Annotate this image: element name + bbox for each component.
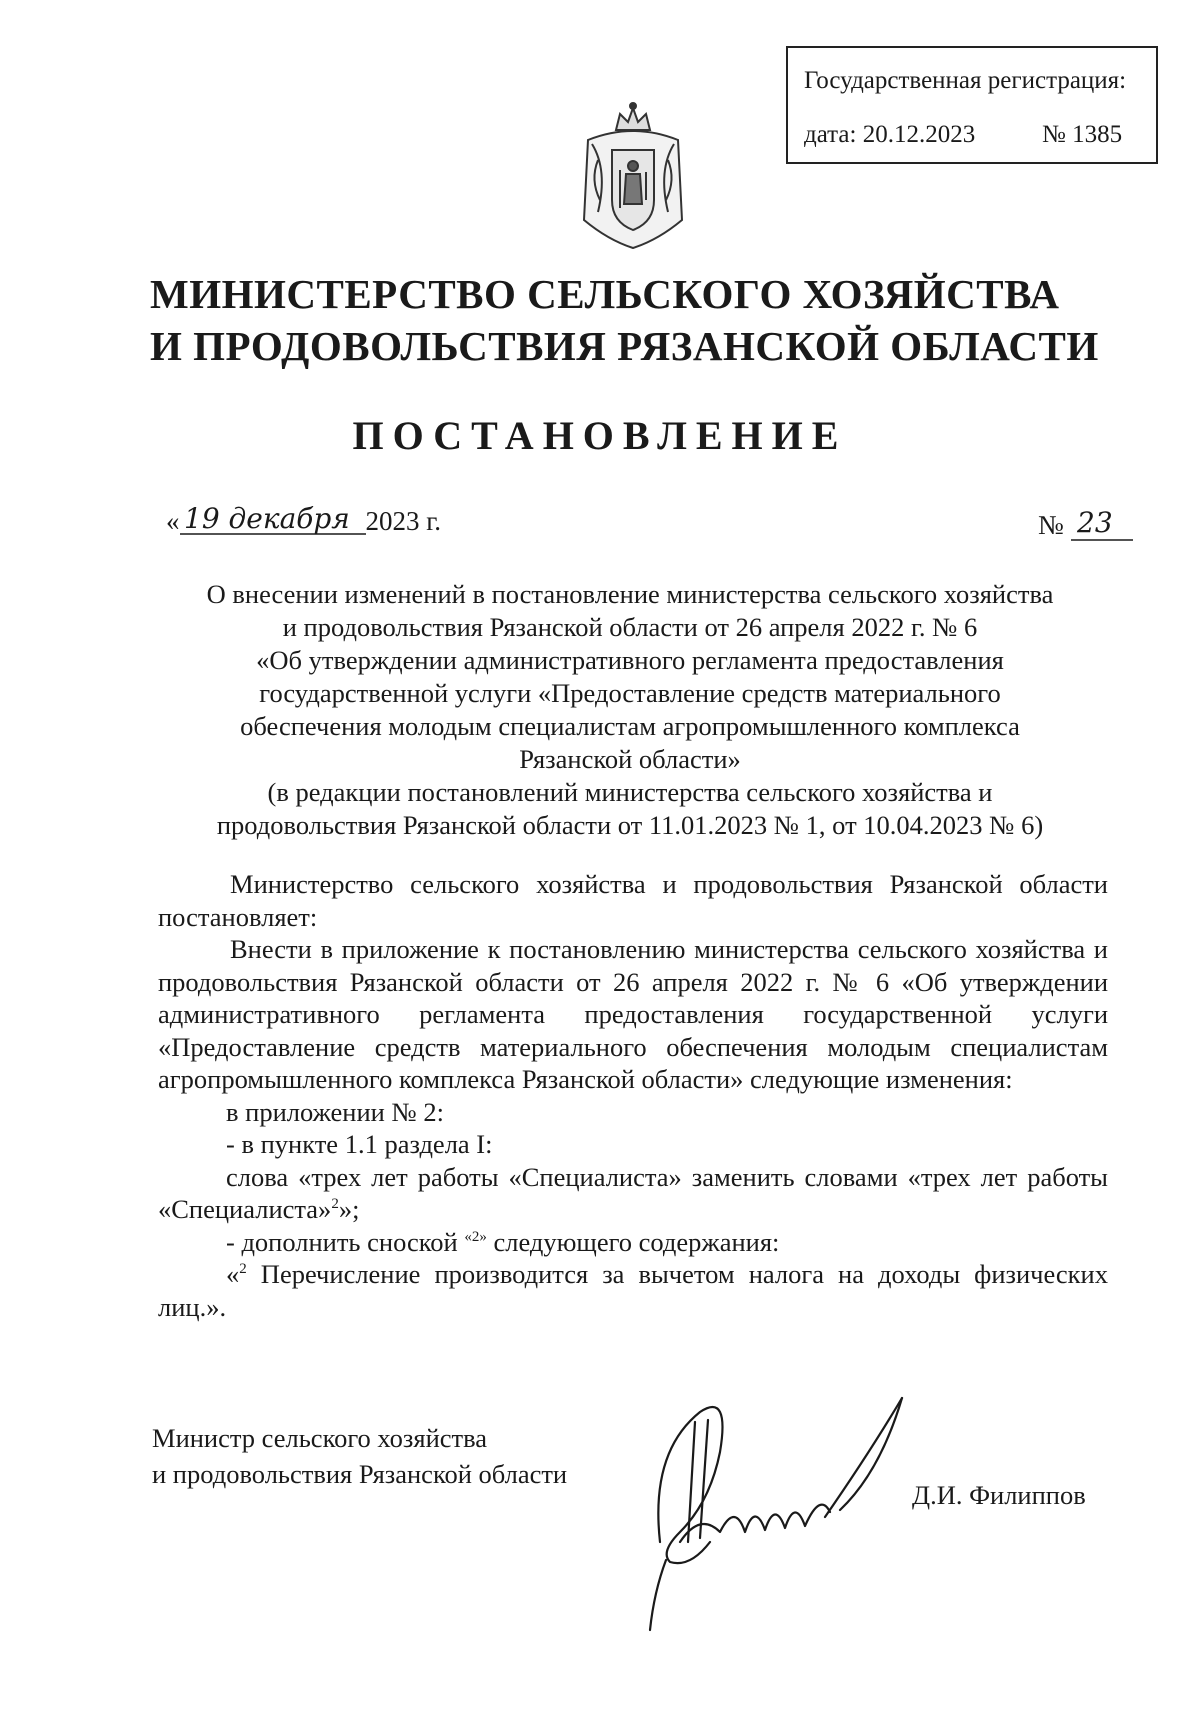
handwritten-date: [180, 500, 366, 540]
footnote-ref: 2: [331, 1196, 339, 1213]
subject-line: продовольствия Рязанской области от 11.01.2023 № 1, от 10.04.2023 № 6): [216, 810, 1044, 840]
document-year: 2023 г.: [365, 506, 442, 536]
document-type-title: ПОСТАНОВЛЕНИЕ: [352, 413, 848, 458]
body-paragraph-appendix: в приложении № 2:: [226, 1096, 444, 1127]
registration-title: Государственная регистрация:: [804, 67, 1127, 94]
footnote-mark: «2»: [464, 1228, 487, 1245]
footnote-number: 2: [239, 1261, 247, 1278]
handwritten-number: [1071, 506, 1133, 546]
signer-position-line-2: и продовольствия Рязанской области: [152, 1459, 568, 1489]
subject-line: Рязанской области»: [519, 744, 741, 774]
subject-line: обеспечения молодым специалистам агропромышленного комплекса: [240, 711, 1020, 741]
subject-line: и продовольствия Рязанской области от 26 апреля 2022 г. № 6: [282, 612, 978, 642]
replacement-end: »;: [338, 1194, 360, 1224]
ministry-name-line-2: И ПРОДОВОЛЬСТВИЯ РЯЗАНСКОЙ ОБЛАСТИ: [150, 323, 1099, 369]
date-open-quote: «: [166, 506, 180, 536]
body-paragraph-footnote-add: [158, 1226, 1108, 1259]
ministry-name-line-1: МИНИСТЕРСТВО СЕЛЬСКОГО ХОЗЯЙСТВА: [150, 271, 1060, 317]
footnote-add-start: - дополнить сноской: [226, 1226, 465, 1257]
replacement-text: слова «трех лет работы «Специалиста» заменить словами «трех лет работы «Специалиста»: [158, 1161, 1108, 1224]
handwritten-signature: [640, 1392, 920, 1642]
subject-line: «Об утверждении административного регламента предоставления: [256, 645, 1004, 675]
document-date: [166, 500, 441, 540]
signer-name: Д.И. Филиппов: [912, 1480, 1086, 1510]
coat-of-arms-icon: [578, 100, 688, 252]
body-paragraph-replacement: [158, 1161, 1108, 1226]
document-body: [158, 868, 1108, 1323]
subject-line: О внесении изменений в постановление министерства сельского хозяйства: [206, 579, 1054, 609]
footnote-add-end: следующего содержания:: [486, 1226, 780, 1257]
body-paragraph-decree: Министерство сельского хозяйства и продовольствия Рязанской области постановляет:: [158, 869, 1108, 932]
registration-date: дата: 20.12.2023: [804, 121, 976, 148]
signer-position: [152, 1420, 567, 1492]
document-subject: [150, 578, 1110, 842]
subject-line: (в редакции постановлений министерства сельского хозяйства и: [267, 777, 993, 807]
ministry-name: [150, 268, 1099, 372]
footnote-open-quote: «: [226, 1259, 240, 1289]
body-paragraph-footnote-text: [158, 1258, 1108, 1323]
handwritten-number-text: 23: [1076, 506, 1113, 539]
body-paragraph-clause: - в пункте 1.1 раздела I:: [226, 1129, 493, 1159]
registration-stamp: [786, 46, 1158, 164]
handwritten-date-text: 19 декабря: [183, 502, 350, 535]
signature-text: Филиппов: [640, 1392, 645, 1393]
registration-number: № 1385: [1042, 121, 1123, 148]
document-number-label: №: [1038, 510, 1064, 540]
body-paragraph-changes: Внести в приложение к постановлению министерства сельского хозяйства и продовольствия Рязанской области от 26 апреля 2022 г. № 6 «Об утверждении административного регламента предоставления государственной услуги «Предоставление средств материального обеспечения молодым специалистам агропромышленного комплекса Рязанской области» следующие изменения:: [158, 934, 1108, 1094]
signer-position-line-1: Министр сельского хозяйства: [152, 1423, 488, 1453]
document-number: [1038, 506, 1133, 546]
footnote-text: Перечисление производится за вычетом налога на доходы физических лиц.».: [158, 1259, 1108, 1322]
subject-line: государственной услуги «Предоставление средств материального: [259, 678, 1001, 708]
